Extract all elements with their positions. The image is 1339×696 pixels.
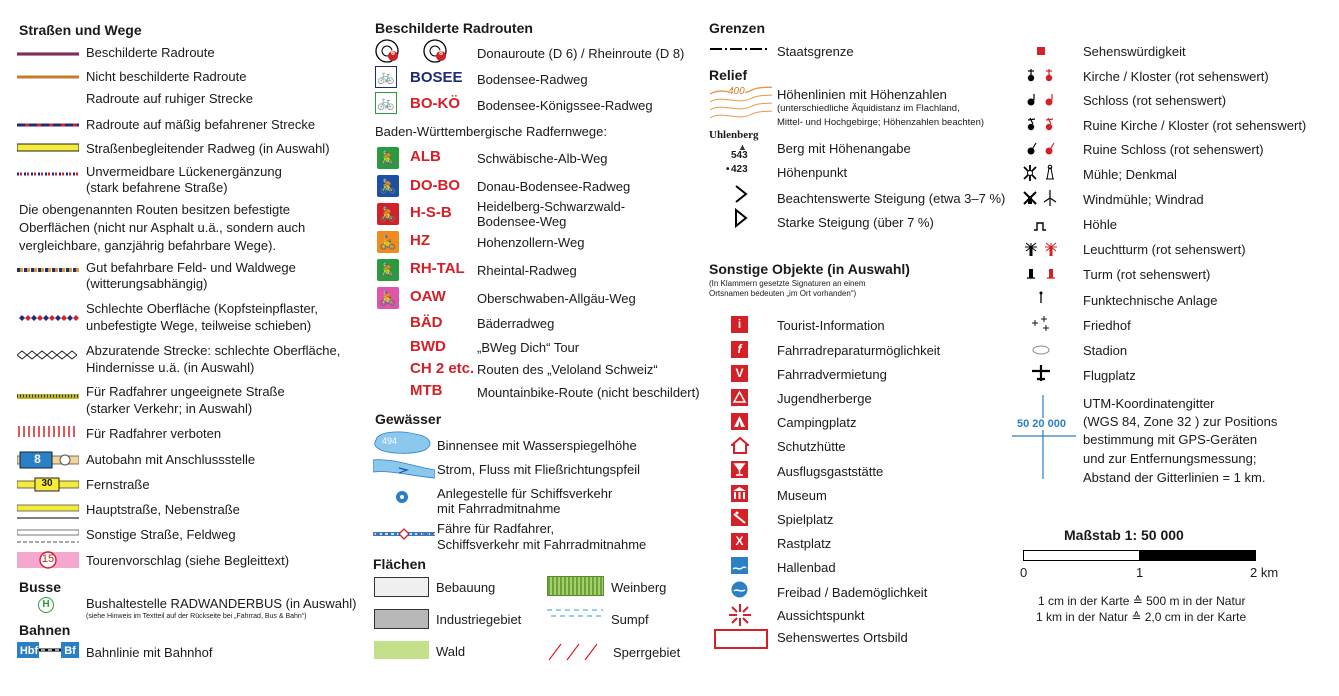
- legend-hz: Hohenzollern-Weg: [477, 235, 585, 250]
- punkt-number: 423: [731, 164, 748, 175]
- poi-item-13: Flugplatz: [1083, 368, 1136, 383]
- scale-title: Maßstab 1: 50 000: [1064, 527, 1184, 543]
- legend-rhtal: Rheintal-Radweg: [477, 263, 577, 278]
- legend-r1: Beschilderte Radroute: [86, 45, 215, 60]
- sonst-item-4: Campingplatz: [777, 415, 857, 430]
- utm-line3: bestimmung mit GPS-Geräten: [1083, 432, 1258, 447]
- alb-icon: 🚴: [377, 147, 399, 169]
- legend-r9b: Hindernisse u.ä. (in Auswahl): [86, 360, 255, 375]
- indoor-pool-icon: [731, 557, 748, 574]
- sonst-item-12: Aussichtspunkt: [777, 608, 865, 623]
- legend-hoehen3: Mittel- und Hochgebirge; Höhenzahlen beachten): [777, 117, 985, 128]
- heading-relief: Relief: [709, 67, 748, 83]
- bf-label: Bf: [64, 645, 76, 657]
- steigung-symbols: [732, 184, 752, 228]
- see-height: 494: [382, 436, 398, 446]
- legend-dobo: Donau-Bodensee-Radweg: [477, 179, 631, 194]
- road-symbols: [17, 46, 79, 666]
- poi-item-2: Schloss (rot sehenswert): [1083, 93, 1227, 108]
- legend-r10a: Für Radfahrer ungeeignete Straße: [86, 384, 285, 399]
- utm-grid-symbol: [1012, 395, 1076, 479]
- legend-hoehen1: Höhenlinien mit Höhenzahlen: [777, 87, 947, 102]
- para-1: Die obengenannten Routen besitzen befestigte: [19, 202, 291, 217]
- poi-item-8: Leuchtturm (rot sehenswert): [1083, 242, 1246, 257]
- hsb-icon: 🚴: [377, 203, 399, 225]
- poi-item-10: Funktechnische Anlage: [1083, 293, 1218, 308]
- hz-icon: 🚴: [377, 231, 399, 253]
- youth-hostel-icon: [731, 389, 748, 406]
- contour-number: 400: [728, 86, 745, 97]
- poi-symbols: [1020, 40, 1064, 385]
- heading-bahnen: Bahnen: [19, 622, 71, 638]
- utm-number: 50 20 000: [1017, 418, 1066, 430]
- bebauung-swatch: [374, 577, 429, 597]
- poi-item-6: Windmühle; Windrad: [1083, 192, 1204, 207]
- poi-item-1: Kirche / Kloster (rot sehenswert): [1083, 69, 1269, 84]
- legend-mtb: Mountainbike-Route (nicht beschildert): [477, 385, 700, 400]
- legend-wald: Wald: [436, 644, 466, 659]
- legend-r16: Tourenvorschlag (siehe Begleittext): [86, 553, 290, 568]
- boko-bike-icon: 🚲: [375, 92, 397, 114]
- sonst-item-0: Tourist-Information: [777, 318, 885, 333]
- ch-code: CH 2 etc.: [410, 360, 475, 377]
- poi-item-5: Mühle; Denkmal: [1083, 167, 1177, 182]
- oaw-code: OAW: [410, 288, 446, 305]
- townscape-swatch: [714, 629, 768, 649]
- legend-sperr: Sperrgebiet: [613, 645, 681, 660]
- legend-fluss: Strom, Fluss mit Fließrichtungspfeil: [437, 462, 640, 477]
- legend-see: Binnensee mit Wasserspiegelhöhe: [437, 438, 637, 453]
- rental-icon: V: [731, 365, 748, 382]
- legend-faehre2: Schiffsverkehr mit Fahrradmitnahme: [437, 537, 647, 552]
- legend-r6b: (stark befahrene Straße): [86, 180, 228, 195]
- berg-marker-icon: ▲: [738, 142, 747, 152]
- staatsgrenze-symbol: [710, 44, 770, 54]
- legend-bosee: Bodensee-Radweg: [477, 72, 588, 87]
- sonst-item-7: Museum: [777, 488, 827, 503]
- sonst-item-10: Hallenbad: [777, 560, 836, 575]
- poi-item-9: Turm (rot sehenswert): [1083, 267, 1211, 282]
- sonst-item-9: Rastplatz: [777, 536, 832, 551]
- legend-r6a: Unvermeidbare Lückenergänzung: [86, 164, 282, 179]
- legend-punkt: Höhenpunkt: [777, 165, 848, 180]
- dobo-code: DO-BO: [410, 177, 460, 194]
- oaw-icon: 🚴: [377, 287, 399, 309]
- legend-boko: Bodensee-Königssee-Radweg: [477, 98, 653, 113]
- playground-icon: [731, 509, 748, 526]
- utm-line4: und zur Entfernungsmessung;: [1083, 451, 1257, 466]
- legend-r11: Für Radfahrer verboten: [86, 426, 222, 441]
- d6-number: 6: [391, 50, 395, 57]
- wald-swatch: [374, 641, 429, 659]
- sumpf-sperr-symbols: [547, 606, 603, 662]
- bosee-bike-icon: 🚲: [375, 66, 397, 88]
- legend-r12: Autobahn mit Anschlussstelle: [86, 452, 256, 467]
- weinberg-swatch: [547, 576, 604, 596]
- sonstige-note1: (In Klammern gesetzte Signaturen an einem: [709, 279, 866, 288]
- utm-line2: (WGS 84, Zone 32 ) zur Positions: [1083, 414, 1278, 429]
- hz-code: HZ: [410, 232, 430, 249]
- sonstige-note2: Ortsnamen bedeuten „im Ort vorhanden“): [709, 289, 857, 298]
- heading-strassen: Straßen und Wege: [19, 22, 142, 38]
- legend-r15: Sonstige Straße, Feldweg: [86, 527, 236, 542]
- legend-r4: Radroute auf mäßig befahrener Strecke: [86, 117, 316, 132]
- utm-line5: Abstand der Gitterlinien = 1 km.: [1083, 470, 1266, 485]
- legend-r2: Nicht beschilderte Radroute: [86, 69, 247, 84]
- poi-item-11: Friedhof: [1083, 318, 1131, 333]
- scale-segment-black: [1139, 550, 1256, 561]
- legend-donau: Donauroute (D 6) / Rheinroute (D 8): [477, 46, 685, 61]
- poi-item-7: Höhle: [1083, 217, 1117, 232]
- restaurant-icon: [731, 461, 748, 478]
- legend-bus: Bushaltestelle RADWANDERBUS (in Auswahl): [86, 596, 357, 611]
- poi-item-4: Ruine Schloss (rot sehenswert): [1083, 142, 1264, 157]
- info-icon: i: [731, 316, 748, 333]
- poi-item-3: Ruine Kirche / Kloster (rot sehenswert): [1083, 118, 1307, 133]
- sonst-item-2: Fahrradvermietung: [777, 367, 887, 382]
- legend-faehre1: Fähre für Radfahrer,: [437, 521, 555, 536]
- poi-item-0: Sehenswürdigkeit: [1083, 44, 1186, 59]
- sonst-item-6: Ausflugsgaststätte: [777, 464, 884, 479]
- scale-segment-white: [1023, 550, 1140, 561]
- camping-icon: [731, 413, 748, 430]
- berg-number: 543: [731, 150, 748, 161]
- para-2: Oberflächen (nicht nur Asphalt u.ä., sondern auch: [19, 220, 306, 235]
- bus-note: (siehe Hinweis im Textteil auf der Rückseite bei „Fahrrad, Bus & Bahn“): [86, 613, 307, 620]
- heading-sonstige: Sonstige Objekte (in Auswahl): [709, 261, 910, 277]
- legend-r8a: Schlechte Oberfläche (Kopfsteinpflaster,: [86, 301, 318, 316]
- legend-r5: Straßenbegleitender Radweg (in Auswahl): [86, 141, 330, 156]
- legend-ch: Routen des „Veloland Schweiz“: [477, 362, 658, 377]
- dobo-icon: 🚴: [377, 175, 399, 197]
- legend-bebauung: Bebauung: [436, 580, 496, 595]
- sonst-item-13: Sehenswertes Ortsbild: [777, 630, 908, 645]
- water-symbols: [373, 430, 435, 558]
- museum-icon: [731, 485, 748, 502]
- rest-area-icon: X: [731, 533, 748, 550]
- d8-number: 8: [439, 50, 443, 57]
- heading-flaechen: Flächen: [373, 556, 426, 572]
- utm-line1: UTM-Koordinatengitter: [1083, 396, 1215, 411]
- outdoor-pool-icon: [731, 581, 748, 598]
- legend-bahn: Bahnlinie mit Bahnhof: [86, 645, 213, 660]
- bw-heading: Baden-Württembergische Radfernwege:: [375, 124, 607, 139]
- legend-staat: Staatsgrenze: [777, 44, 854, 59]
- viewpoint-icon: [728, 603, 752, 627]
- heading-radrouten: Beschilderte Radrouten: [375, 20, 533, 36]
- berg-name: Uhlenberg: [709, 129, 759, 141]
- sonst-item-3: Jugendherberge: [777, 391, 872, 406]
- alb-code: ALB: [410, 148, 441, 165]
- legend-bad: Bäderradweg: [477, 316, 555, 331]
- legend-r3: Radroute auf ruhiger Strecke: [86, 91, 253, 106]
- tour-number: 15: [41, 553, 55, 565]
- legend-weinberg: Weinberg: [611, 580, 667, 595]
- legend-berg: Berg mit Höhenangabe: [777, 141, 911, 156]
- legend-bwd: „BWeg Dich“ Tour: [477, 340, 580, 355]
- poi-item-12: Stadion: [1083, 343, 1128, 358]
- legend-industrie: Industriegebiet: [436, 612, 522, 627]
- boko-code: BO-KÖ: [410, 95, 460, 112]
- fernstrasse-number: 30: [41, 478, 53, 489]
- legend-r14: Hauptstraße, Nebenstraße: [86, 502, 240, 517]
- scale-note2: 1 km in der Natur ≙ 2,0 cm in der Karte: [1036, 610, 1247, 624]
- legend-r13: Fernstraße: [86, 477, 150, 492]
- punkt-marker-icon: •: [726, 164, 730, 175]
- bad-code: BÄD: [410, 314, 443, 331]
- hbf-label: Hbf: [19, 645, 39, 657]
- rhtal-code: RH-TAL: [410, 260, 465, 277]
- legend-hsb2: Bodensee-Weg: [477, 214, 567, 229]
- heading-busse: Busse: [19, 579, 62, 595]
- legend-alb: Schwäbische-Alb-Weg: [477, 151, 608, 166]
- legend-hoehen2: (unterschiedliche Äquidistanz im Flachland,: [777, 103, 960, 114]
- hut-icon: [731, 437, 749, 454]
- sonst-item-1: Fahrradreparaturmöglichkeit: [777, 343, 941, 358]
- scale-note1: 1 cm in der Karte ≙ 500 m in der Natur: [1038, 594, 1246, 608]
- legend-r9a: Abzuratende Strecke: schlechte Oberfläche,: [86, 343, 341, 358]
- para-3: vergleichbare, ganzjährig befahrbare Wege).: [19, 238, 277, 253]
- rhtal-icon: 🚴: [377, 259, 399, 281]
- legend-oaw: Oberschwaben-Allgäu-Weg: [477, 291, 636, 306]
- legend-r10b: (starker Verkehr; in Auswahl): [86, 401, 253, 416]
- hsb-code: H-S-B: [410, 204, 452, 221]
- legend-anleg2: mit Fahrradmitnahme: [437, 501, 561, 516]
- industrie-swatch: [374, 609, 429, 629]
- sonst-item-8: Spielplatz: [777, 512, 834, 527]
- heading-grenzen: Grenzen: [709, 20, 766, 36]
- mtb-code: MTB: [410, 382, 443, 399]
- autobahn-number: 8: [34, 452, 41, 466]
- legend-r8b: unbefestigte Wege, teilweise schieben): [86, 318, 312, 333]
- legend-steig1: Beachtenswerte Steigung (etwa 3–7 %): [777, 191, 1006, 206]
- scale-0: 0: [1020, 565, 1028, 580]
- legend-r7a: Gut befahrbare Feld- und Waldwege: [86, 260, 296, 275]
- heading-gewaesser: Gewässer: [375, 411, 442, 427]
- sonst-item-11: Freibad / Bademöglichkeit: [777, 585, 928, 600]
- legend-anleg1: Anlegestelle für Schiffsverkehr: [437, 486, 613, 501]
- bwd-code: BWD: [410, 338, 446, 355]
- legend-steig2: Starke Steigung (über 7 %): [777, 215, 934, 230]
- bosee-code: BOSEE: [410, 69, 463, 86]
- scale-2: 2 km: [1250, 565, 1279, 580]
- sonst-item-5: Schutzhütte: [777, 439, 846, 454]
- legend-sumpf: Sumpf: [611, 612, 649, 627]
- scale-1: 1: [1136, 565, 1144, 580]
- legend-hsb1: Heidelberg-Schwarzwald-: [477, 199, 626, 214]
- legend-r7b: (witterungsabhängig): [86, 276, 208, 291]
- repair-icon: f: [731, 341, 748, 358]
- bus-stop-icon: H: [38, 597, 54, 613]
